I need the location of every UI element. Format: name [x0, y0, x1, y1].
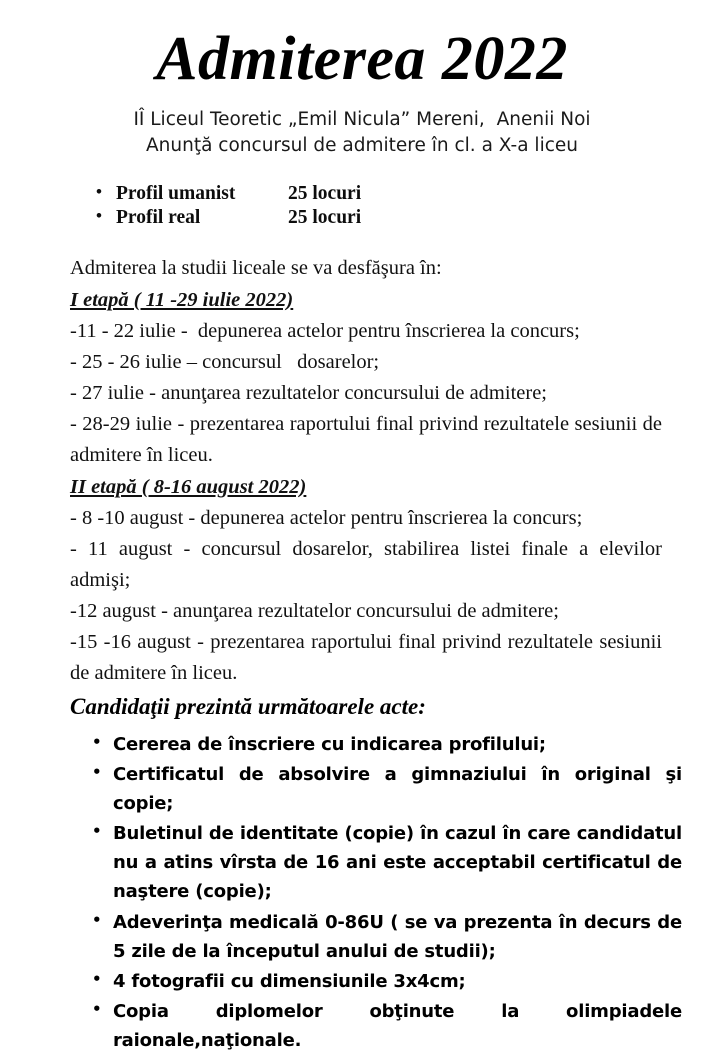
profile-name: • Profil real	[116, 207, 201, 229]
candidates-heading: Candidaţii prezintă următoarele acte:	[70, 693, 426, 719]
list-item	[96, 206, 724, 231]
stage-1-item: - 27 iulie - anunţarea rezultatelor concursului de admitere;	[70, 382, 547, 405]
profile-list	[0, 182, 724, 232]
list-item: • Cererea de înscriere cu indicarea profilului;	[92, 730, 682, 759]
page-title: Admiterea 2022	[156, 25, 568, 93]
stage-2-item: - 11 august - concursul dosarelor, stabilirea listei finale a elevilor admişi;	[70, 537, 662, 591]
stage-1-heading: I etapă ( 11 -29 iulie 2022)	[70, 288, 294, 311]
list-item	[96, 182, 724, 207]
profile-seats: 25 locuri	[288, 182, 362, 204]
profile-name: • Profil umanist	[116, 182, 236, 204]
stage-2-heading: II etapă ( 8-16 august 2022)	[70, 475, 307, 498]
admission-schedule	[0, 253, 724, 689]
subtitle-institution: IÎ Liceul Teoretic „Emil Nicula” Mereni, Anenii Noi	[133, 109, 591, 130]
required-documents-list	[0, 730, 724, 1055]
list-item: • 4 fotografii cu dimensiunile 3x4cm;	[92, 967, 682, 996]
list-item: • Certificatul de absolvire a gimnaziului în original şi copie;	[92, 760, 682, 818]
stage-2-item: -12 august - anunţarea rezultatelor concursului de admitere;	[70, 600, 559, 623]
stage-2-item: -15 -16 august - prezentarea raportului final privind rezultatele sesiunii de admitere în liceu.	[70, 631, 662, 685]
stage-2-item: - 8 -10 august - depunerea actelor pentru înscrierea la concurs;	[70, 506, 583, 529]
subtitle-announcement: Anunţă concursul de admitere în cl. a X-a liceu	[146, 135, 578, 157]
list-item: • Copia diplomelor obţinute la olimpiadele raionale,naţionale.	[92, 997, 682, 1055]
profile-seats: 25 locuri	[288, 207, 362, 229]
list-item: • Buletinul de identitate (copie) în cazul în care candidatul nu a atins vîrsta de 16 ani este acceptabil certificatul de naştere (copie);	[92, 819, 682, 906]
stage-1-item: - 28-29 iulie - prezentarea raportului final privind rezultatele sesiunii de admitere în liceu.	[70, 413, 662, 467]
stage-1-item: - 25 - 26 iulie – concursul dosarelor;	[70, 350, 380, 373]
intro-text: Admiterea la studii liceale se va desfăşura în:	[70, 257, 442, 280]
stage-1-item: -11 - 22 iulie - depunerea actelor pentru înscrierea la concurs;	[70, 319, 580, 342]
list-item: • Adeverinţa medicală 0-86U ( se va prezenta în decurs de 5 zile de la începutul anului de studii);	[92, 908, 682, 966]
subtitle-block	[0, 107, 724, 160]
